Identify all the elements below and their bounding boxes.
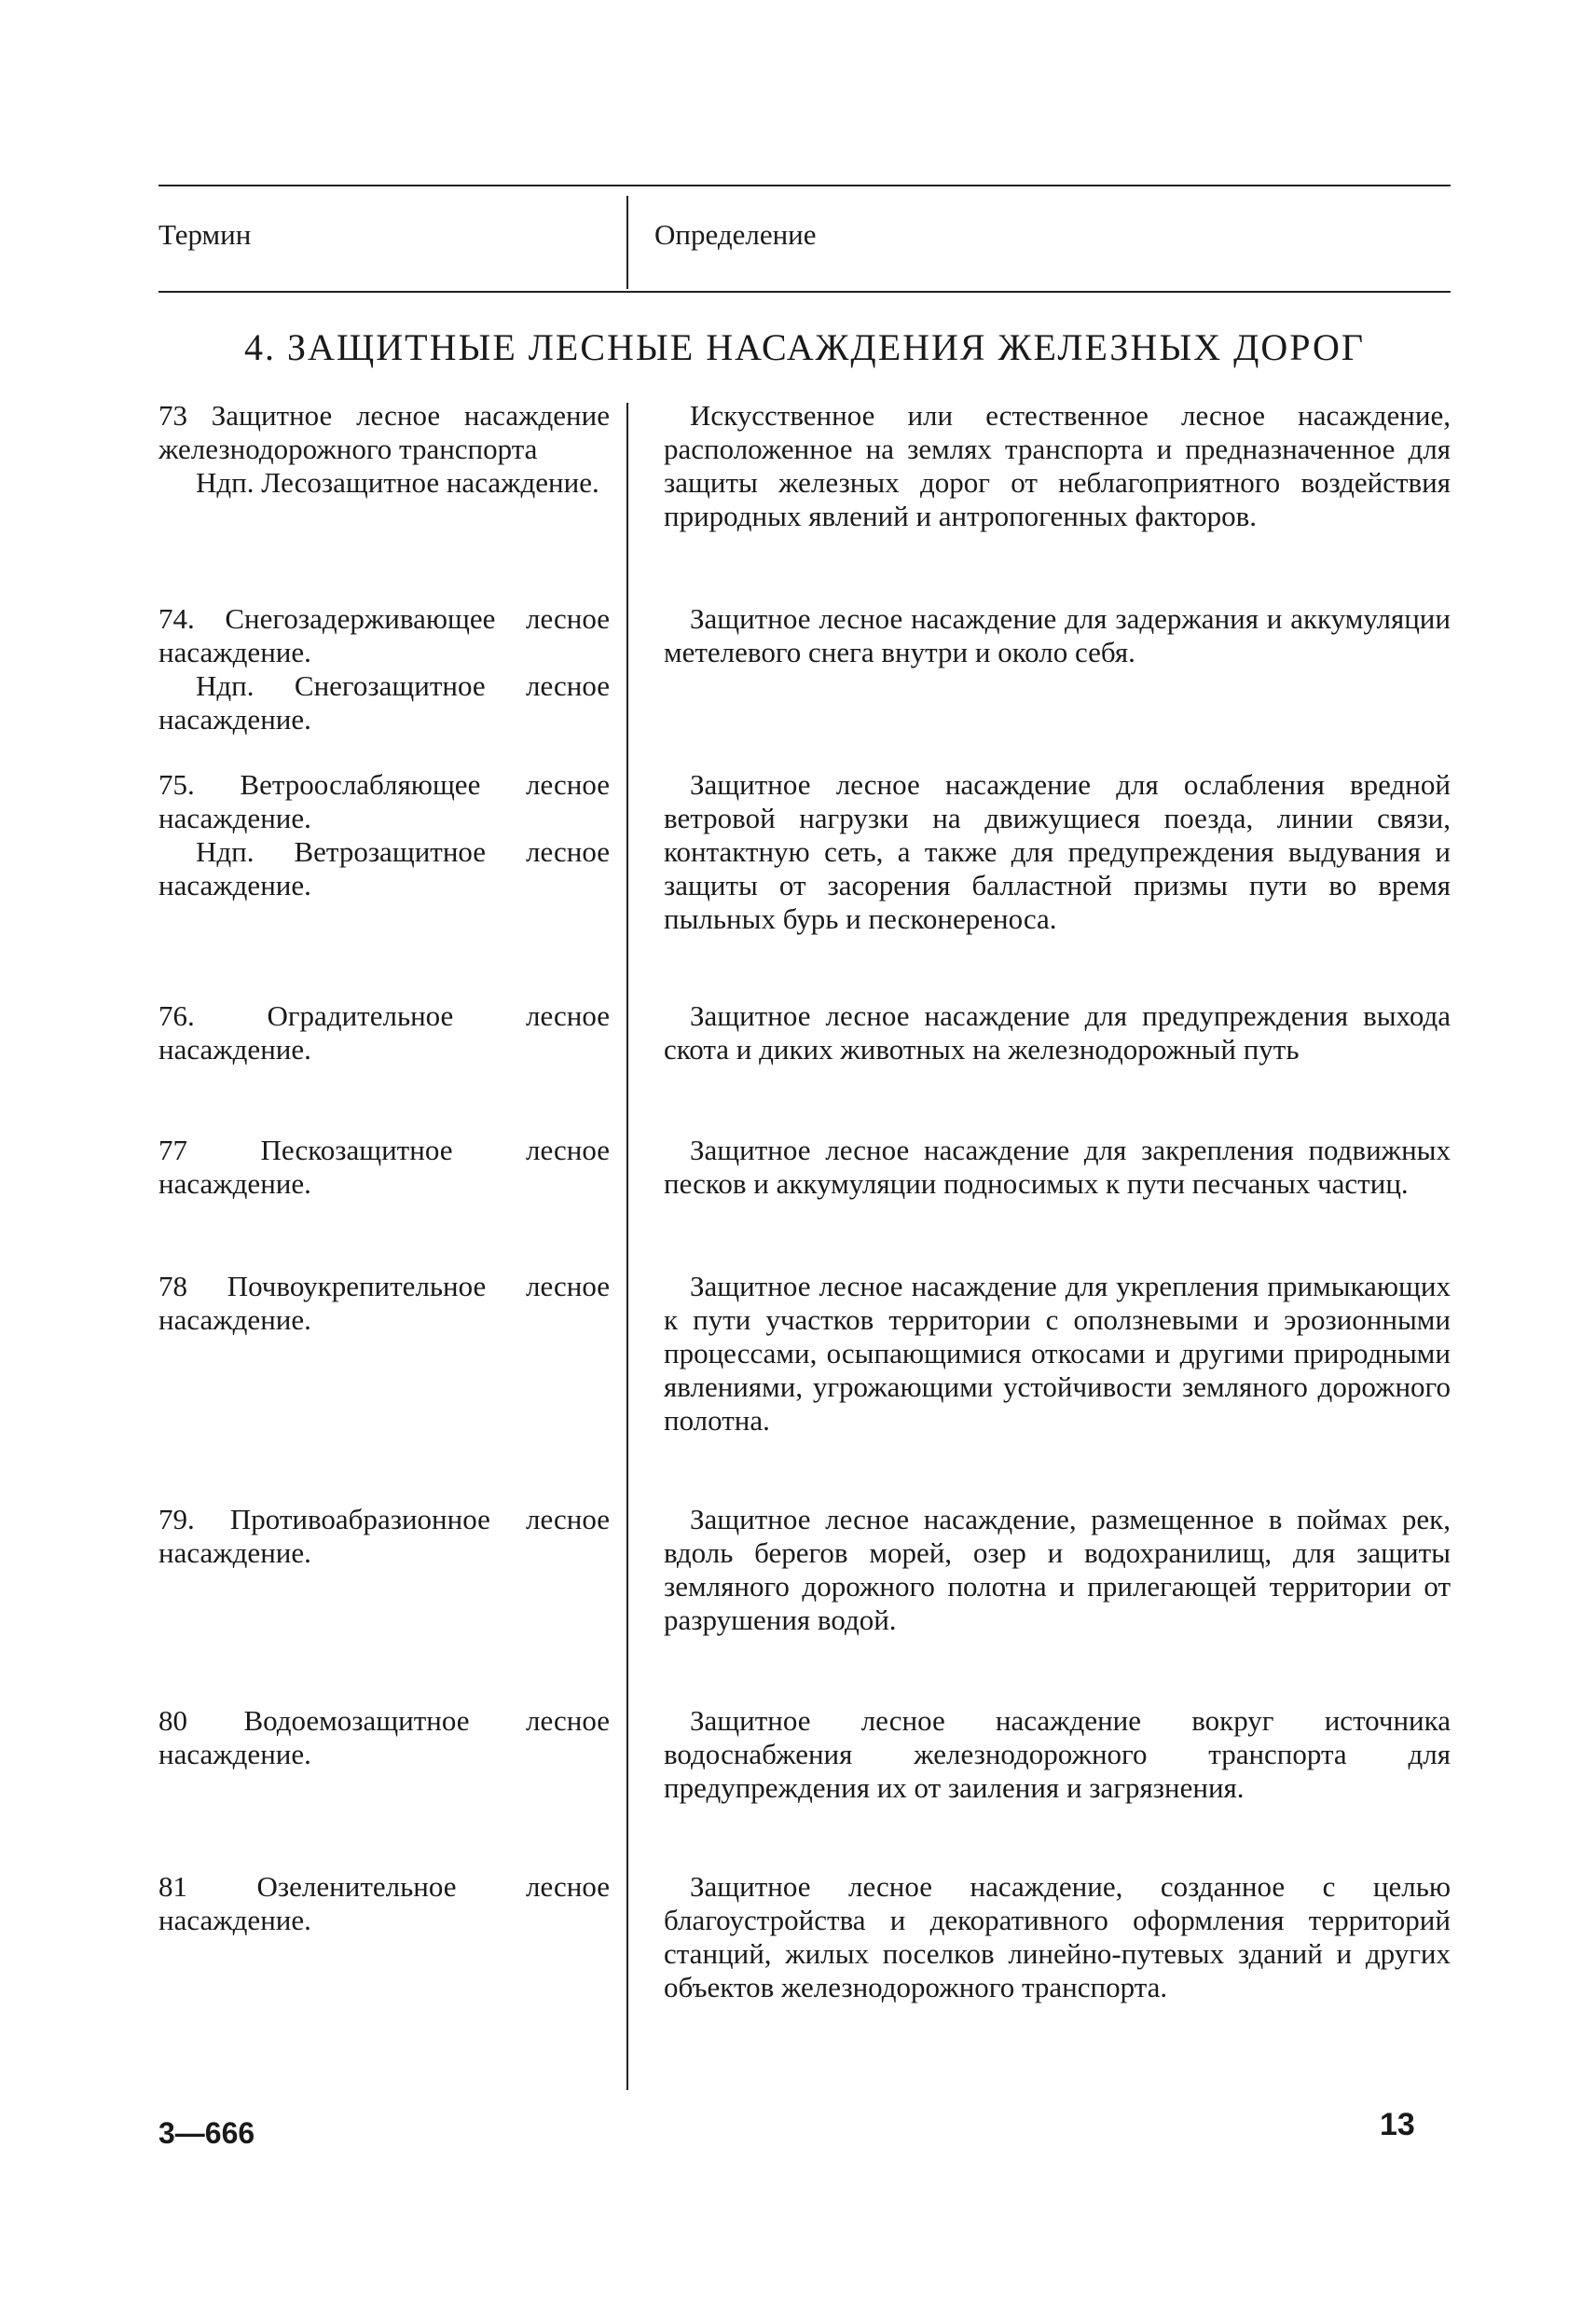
definition-cell: Защитное лесное насаждение для задержания и аккумуляции метелевого снега внутри и около себя. [664, 602, 1451, 668]
page-number: 13 [1380, 2107, 1415, 2142]
definition-cell: Защитное лесное насаждение для ослабления вредной ветровой нагрузки на движущиеся поезда, линии связи, контактную сеть, а также для предупреждения выдувания и защиты от засорения балластной призмы пути во время пыльных бурь и песконереноса. [664, 768, 1451, 935]
term-cell [158, 1870, 610, 1937]
term-text: 79. Противоабразионное лесное насаждение. [158, 1503, 610, 1569]
signature-mark: 3—666 [158, 2116, 255, 2150]
term-text: 81 Озеленительное лесное насаждение. [158, 1870, 610, 1936]
term-text: 78 Почвоукрепительное лесное насаждение. [158, 1270, 610, 1336]
term-text: 75. Ветроослабляющее лесное насаждение. [158, 768, 610, 834]
definition-cell: Защитное лесное насаждение для предупреждения выхода скота и диких животных на железнодорожный путь [664, 999, 1451, 1066]
table-header-rule [158, 291, 1451, 293]
table-top-rule [158, 185, 1451, 186]
definition-cell: Защитное лесное насаждение для закрепления подвижных песков и аккумуляции подносимых к пути песчаных частиц. [664, 1134, 1451, 1200]
definition-cell: Защитное лесное насаждение для укрепления примыкающих к пути участков территории с оползневыми и эрозионными процессами, осыпающимися откосами и другими природными явлениями, угрожающими устойчивости земляного дорожного полотна. [664, 1270, 1451, 1437]
term-cell [158, 999, 610, 1067]
term-cell [158, 602, 610, 736]
definition-cell: Искусственное или естественное лесное насаждение, расположенное на землях транспорта и предназначенное для защиты железных дорог от неблагоприятного воздействия природных явлений и антропогенных факторов. [664, 399, 1451, 532]
term-cell [158, 768, 610, 902]
definition-cell: Защитное лесное насаждение, размещенное в поймах рек, вдоль берегов морей, озер и водохранилищ, для защиты земляного дорожного полотна и прилегающей территории от разрушения водой. [664, 1503, 1451, 1636]
definition-cell: Защитное лесное насаждение, созданное с целью благоустройства и декоративного оформления территорий станций, жилых поселков линейно-путевых зданий и других объектов железнодорожного транспорта. [664, 1870, 1451, 2003]
term-cell [158, 1704, 610, 1771]
term-cell [158, 1270, 610, 1337]
section-title: 4. ЗАЩИТНЫЕ ЛЕСНЫЕ НАСАЖДЕНИЯ ЖЕЛЕЗНЫХ ДОРОГ [243, 326, 1366, 368]
term-text: 80 Водоемозащитное лесное насаждение. [158, 1704, 610, 1770]
term-text: 77 Пескозащитное лесное насаждение. [158, 1134, 610, 1200]
term-cell [158, 1503, 610, 1570]
body-column-divider [626, 403, 628, 2090]
term-text: 76. Оградительное лесное насаждение. [158, 999, 610, 1066]
column-header-term: Термин [158, 218, 252, 251]
term-cell [158, 1134, 610, 1201]
deprecated-synonym: Ндп. Лесозащитное насаждение. [196, 466, 599, 499]
deprecated-synonym: Ндп. Снегозащитное лесное насаждение. [158, 669, 610, 736]
term-text: 73 Защитное лесное насаждение железнодорожного транспорта [158, 399, 610, 465]
term-cell [158, 399, 610, 500]
definition-cell: Защитное лесное насаждение вокруг источника водоснабжения железнодорожного транспорта для предупреждения их от заиления и загрязнения. [664, 1704, 1451, 1804]
deprecated-synonym: Ндп. Ветрозащитное лесное насаждение. [158, 835, 610, 901]
column-header-definition: Определение [654, 218, 817, 251]
term-text: 74. Снегозадерживающее лесное насаждение. [158, 602, 610, 668]
